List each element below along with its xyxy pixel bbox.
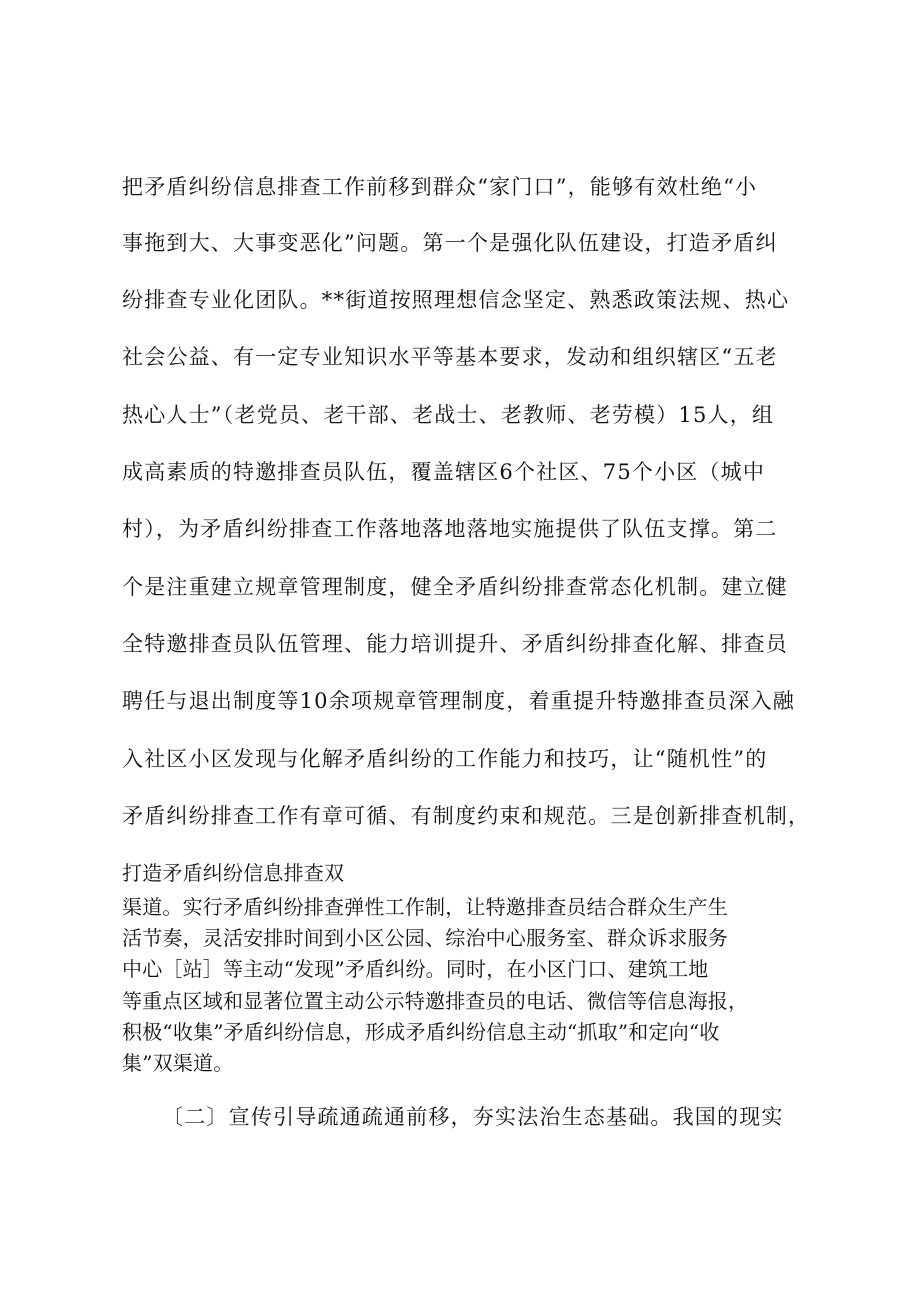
body-text-line: 村），为矛盾纠纷排查工作落地落地落地实施提供了队伍支撑。第二 [122,517,778,541]
body-text-line: 事拖到大、大事变恶化”问题。第一个是强化队伍建设，打造矛盾纠 [122,231,778,255]
body-text-line: 打造矛盾纠纷信息排查双 [122,861,345,885]
body-text-line: 个是注重建立规章管理制度，健全矛盾纠纷排查常态化机制。建立健 [122,575,788,599]
body-text-line: 集”双渠道。 [122,1051,234,1075]
body-text-line: 等重点区域和显著位置主动公示特邀排查员的电话、微信等信息海报， [122,989,749,1013]
body-text-line: 活节奏，灵活安排时间到小区公园、综治中心服务室、群众诉求服务 [122,926,728,950]
body-text-line: 矛盾纠纷排查工作有章可循、有制度约束和规范。三是创新排查机制， [122,804,811,828]
body-text-line: 积极“收集”矛盾纠纷信息，形成矛盾纠纷信息主动“抓取”和定向“收 [122,1020,720,1044]
body-text-line: 成高素质的特邀排查员队伍，覆盖辖区6个社区、75个小区（城中 [122,460,766,484]
body-text-line: 入社区小区发现与化解矛盾纠纷的工作能力和技巧，让“随机性”的 [122,747,768,771]
body-text-line: 纷排查专业化团队。**街道按照理想信念坚定、熟悉政策法规、热心 [122,288,790,312]
body-text-line: 全特邀排查员队伍管理、能力培训提升、矛盾纠纷排查化解、排查员 [122,632,788,656]
body-text-line: 社会公益、有一定专业知识水平等基本要求，发动和组织辖区“五老 [122,345,778,369]
body-text-line: 把矛盾纠纷信息排查工作前移到群众“家门口”，能够有效杜绝“小 [122,175,758,199]
body-text-line: 热心人士”（老党员、老干部、老战士、老教师、老劳模）15人，组 [122,403,775,427]
body-text-line: 渠道。实行矛盾纠纷排查弹性工作制，让特邀排查员结合群众生产生 [122,895,728,919]
section-heading-line: 〔二〕宣传引导疏通疏通前移，夯实法治生态基础。我国的现实 [162,1105,784,1129]
body-text-line: 聘任与退出制度等10余项规章管理制度，着重提升特邀排查员深入融 [122,689,795,713]
body-text-line: 中心［站］等主动“发现”矛盾纠纷。同时，在小区门口、建筑工地 [122,957,709,981]
